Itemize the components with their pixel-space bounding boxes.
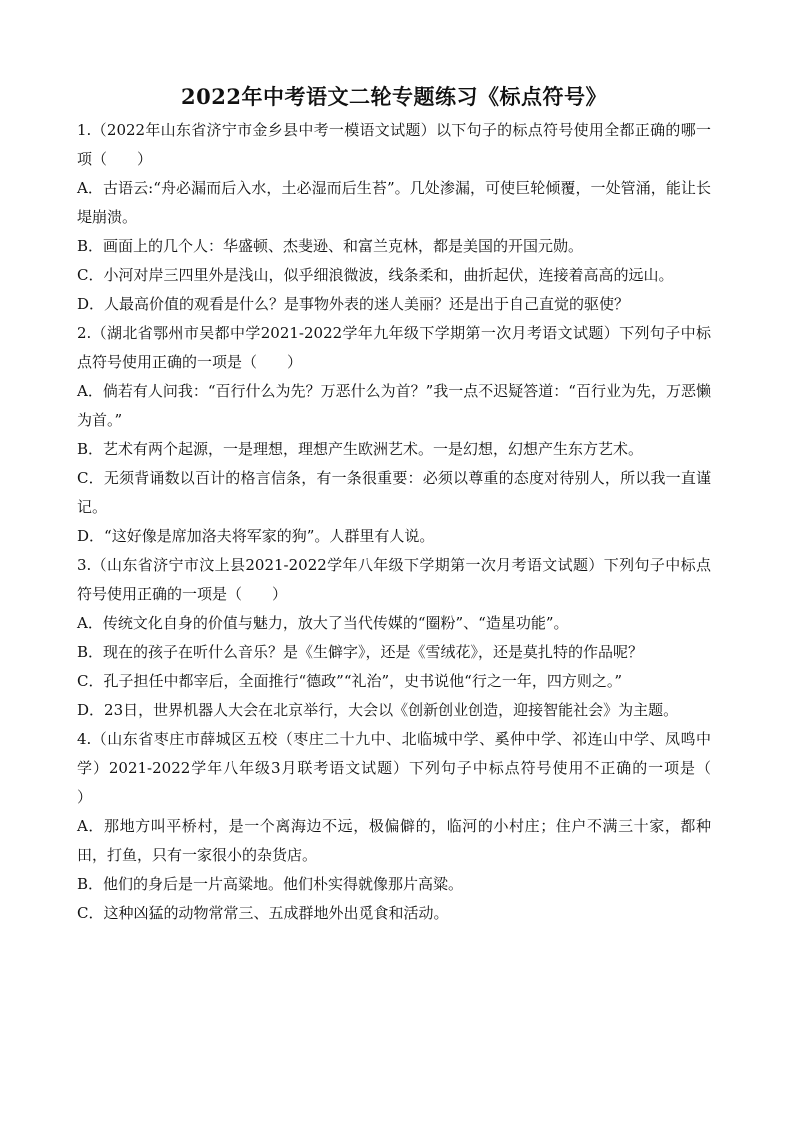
- document-title: 2022年中考语文二轮专题练习《标点符号》: [181, 84, 607, 109]
- option-a: A．传统文化自身的价值与魅力，放大了当代传媒的“圈粉”、“造星功能”。: [77, 614, 569, 632]
- option-a: A．那地方叫平桥村，是一个离海边不远，极偏僻的，临河的小村庄；住户不满三十家，都种田，打鱼，只有一家很小的杂货店。: [77, 817, 711, 864]
- question-1: [77, 116, 711, 319]
- question-3: [77, 551, 711, 725]
- question-4: [77, 725, 742, 928]
- option-c: C．这种凶猛的动物常常三、五成群地外出觅食和活动。: [77, 904, 449, 922]
- option-a: A．古语云:“舟必漏而后入水，土必湿而后生苔”。几处渗漏，可使巨轮倾覆，一处管涌，能让长堤崩溃。: [77, 179, 711, 226]
- question-stem: 1.（2022年山东省济宁市金乡县中考一模语文试题）以下句子的标点符号使用全都正确的哪一项（ ）: [77, 121, 711, 168]
- option-c: C．无须背诵数以百计的格言信条，有一条很重要：必须以尊重的态度对待别人，所以我一直谨记。: [77, 469, 711, 516]
- question-stem: 3.（山东省济宁市汶上县2021-2022学年八年级下学期第一次月考语文试题）下列句子中标点符号使用正确的一项是（ ）: [77, 556, 711, 603]
- option-b: B．他们的身后是一片高粱地。他们朴实得就像那片高粱。: [77, 875, 464, 893]
- option-b: B．画面上的几个人：华盛顿、杰斐逊、和富兰克林，都是美国的开国元勋。: [77, 237, 584, 255]
- question-stem: 2.（湖北省鄂州市吴都中学2021-2022学年九年级下学期第一次月考语文试题）下列句子中标点符号使用正确的一项是（ ）: [77, 324, 711, 371]
- option-c: C．孔子担任中都宰后，全面推行“德政”“礼治”，史书说他“行之一年，四方则之。”: [77, 672, 622, 690]
- question-stem: 4.（山东省枣庄市薛城区五校（枣庄二十九中、北临城中学、奚仲中学、祁连山中学、凤鸣中学）2021-2022学年八年级3月联考语文试题）下列句子中标点符号使用不正确的一项是（ ）: [77, 730, 742, 806]
- option-b: B．艺术有两个起源，一是理想，理想产生欧洲艺术。一是幻想，幻想产生东方艺术。: [77, 440, 644, 458]
- option-c: C．小河对岸三四里外是浅山，似乎细浪微波，线条柔和，曲折起伏，连接着高高的远山。: [77, 266, 674, 284]
- question-2: [77, 319, 711, 551]
- option-b: B．现在的孩子在听什么音乐？是《生僻字》，还是《雪绒花》，还是莫扎特的作品呢？: [77, 643, 644, 661]
- option-a: A．倘若有人问我：“百行什么为先？万恶什么为首？”我一点不迟疑答道：“百行业为先，万恶懒为首。”: [77, 382, 711, 429]
- option-d: D．23日，世界机器人大会在北京举行，大会以《创新创业创造，迎接智能社会》为主题。: [77, 701, 679, 719]
- option-d: D．“这好像是席加洛夫将军家的狗”。人群里有人说。: [77, 527, 435, 545]
- option-d: D．人最高价值的观看是什么？是事物外表的迷人美丽？还是出于自己直觉的驱使？: [77, 295, 630, 313]
